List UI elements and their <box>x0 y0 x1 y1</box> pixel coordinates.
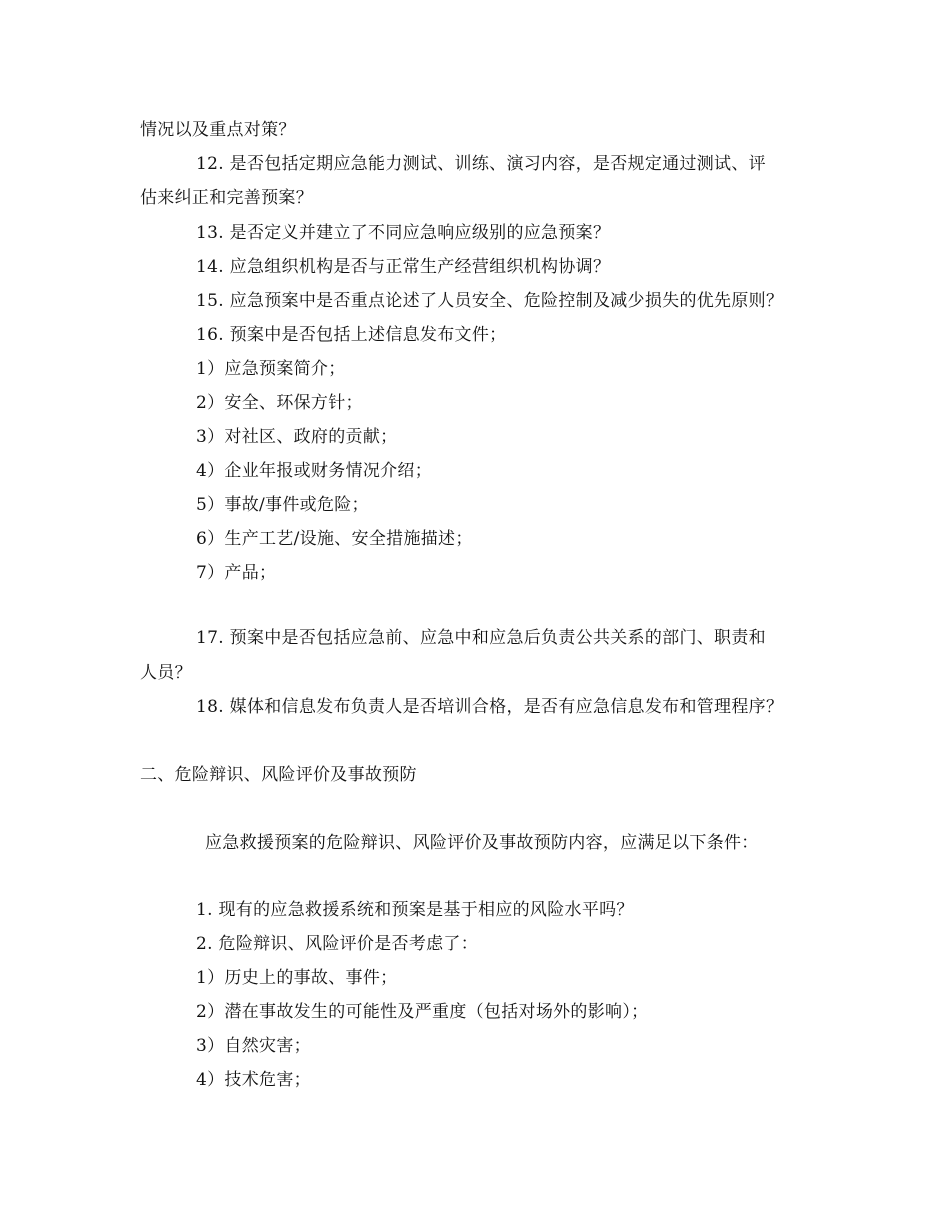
q16-item-6: 6）生产工艺/设施、安全措施描述； <box>196 529 473 549</box>
s2-q2-item-3: 3）自然灾害； <box>196 1036 311 1056</box>
section-2-heading: 二、危险辩识、风险评价及事故预防 <box>140 765 417 785</box>
q18: 18. 媒体和信息发布负责人是否培训合格，是否有应急信息发布和管理程序？ <box>196 697 784 717</box>
q12-line1: 12. 是否包括定期应急能力测试、训练、演习内容，是否规定通过测试、评 <box>196 154 766 174</box>
q15: 15. 应急预案中是否重点论述了人员安全、危险控制及减少损失的优先原则？ <box>196 291 784 311</box>
q16-item-1: 1）应急预案简介； <box>196 359 346 379</box>
q16-item-5: 5）事故/事件或危险； <box>196 495 369 515</box>
q14: 14. 应急组织机构是否与正常生产经营组织机构协调？ <box>196 257 611 277</box>
q11-continued: 情况以及重点对策？ <box>140 120 296 140</box>
s2-q2-item-2: 2）潜在事故发生的可能性及严重度（包括对场外的影响）； <box>196 1002 649 1022</box>
q16: 16. 预案中是否包括上述信息发布文件； <box>196 325 507 345</box>
q12-line2: 估来纠正和完善预案？ <box>140 188 313 208</box>
s2-q2-item-1: 1）历史上的事故、事件； <box>196 968 398 988</box>
q17-line1: 17. 预案中是否包括应急前、应急中和应急后负责公共关系的部门、职责和 <box>196 628 766 648</box>
q17-line2: 人员？ <box>140 663 192 683</box>
q13: 13. 是否定义并建立了不同应急响应级别的应急预案？ <box>196 223 611 243</box>
q16-item-7: 7）产品； <box>196 563 277 583</box>
q16-item-3: 3）对社区、政府的贡献； <box>196 427 398 447</box>
s2-q2: 2. 危险辩识、风险评价是否考虑了： <box>196 934 479 954</box>
s2-q1: 1. 现有的应急救援系统和预案是基于相应的风险水平吗？ <box>196 900 634 920</box>
q16-item-4: 4）企业年报或财务情况介绍； <box>196 461 433 481</box>
section-2-intro: 应急救援预案的危险辩识、风险评价及事故预防内容，应满足以下条件： <box>205 833 759 853</box>
s2-q2-item-4: 4）技术危害； <box>196 1070 311 1090</box>
q16-item-2: 2）安全、环保方针； <box>196 393 363 413</box>
